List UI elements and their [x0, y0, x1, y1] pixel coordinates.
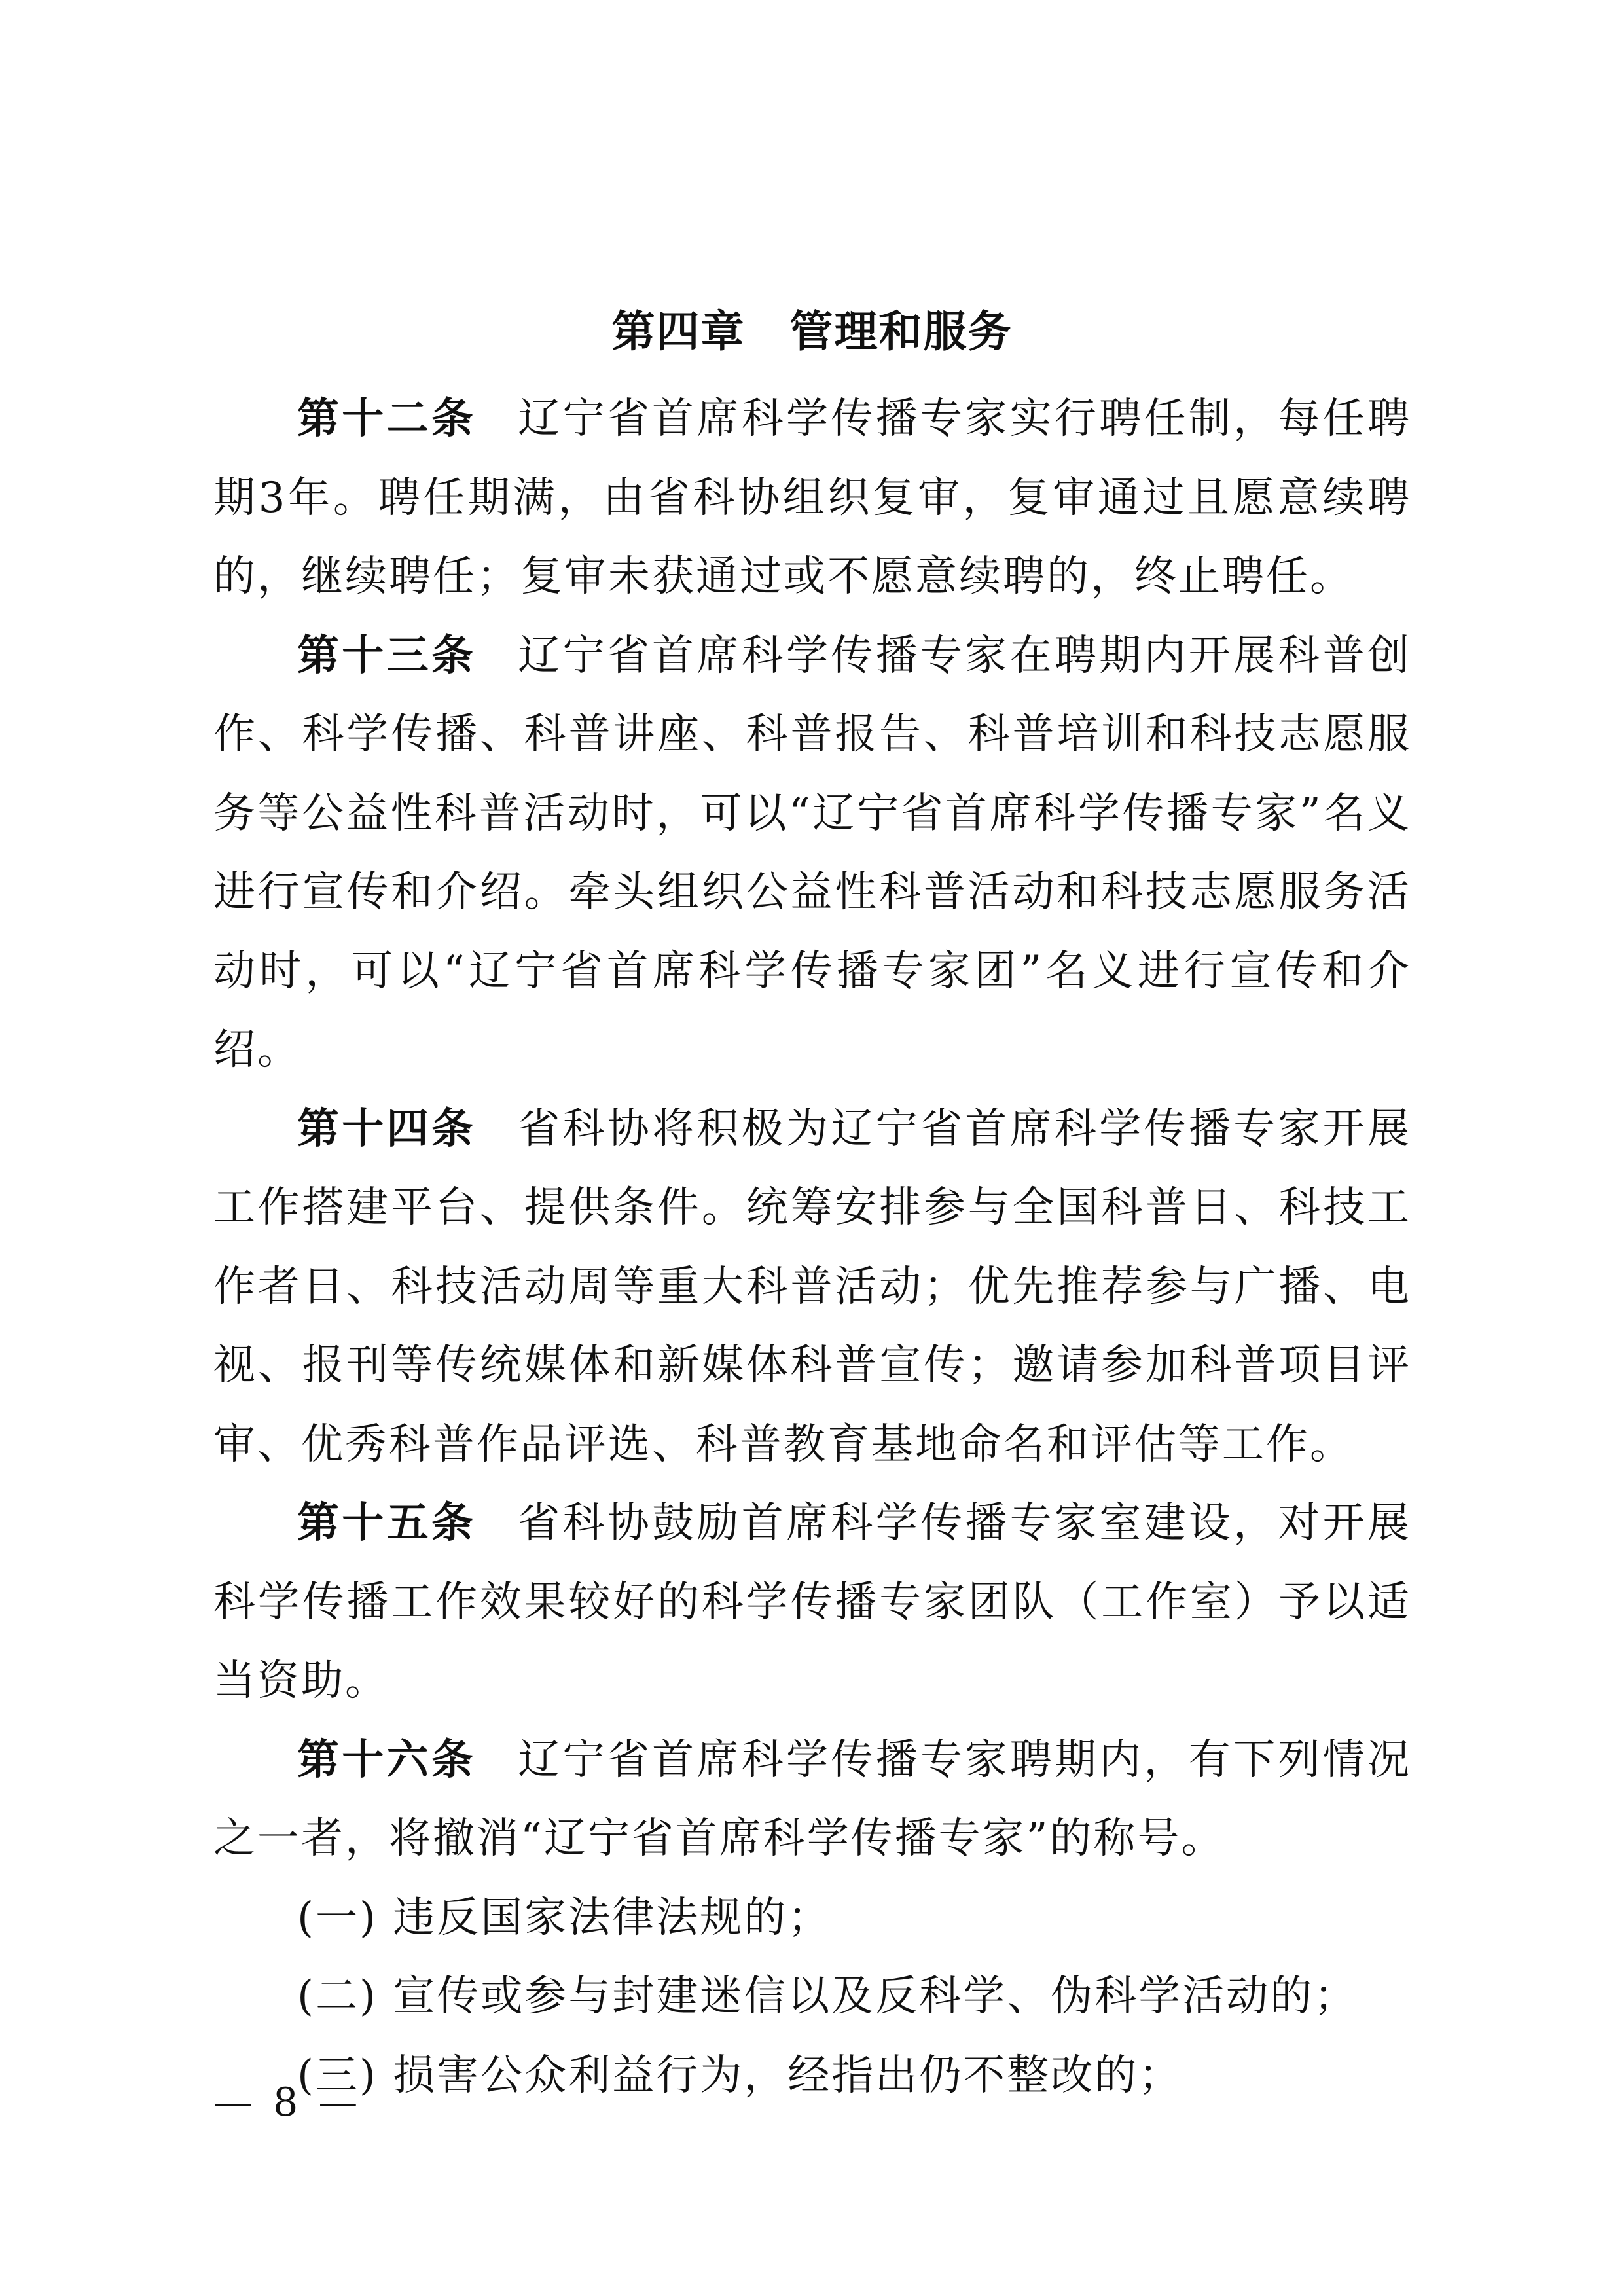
list-item: (一) 违反国家法律法规的； — [297, 1893, 832, 1942]
article-text: 辽宁省首席科学传播专家聘期内，有下列情况之一者，将撤消“辽宁省首席科学传播专家”的称号。 — [213, 1735, 1411, 1863]
article-12 — [213, 380, 1411, 617]
article-text: 辽宁省首席科学传播专家在聘期内开展科普创作、科学传播、科普讲座、科普报告、科普培训和科技志愿服务等公益性科普活动时，可以“辽宁省首席科学传播专家”名义进行宣传和介绍。牵头组织公益性科普活动和科技志愿服务活动时，可以“辽宁省首席科学传播专家团”名义进行宣传和介绍。 — [213, 631, 1411, 1074]
chapter-title: 第四章 管理和服务 — [611, 306, 1013, 357]
list-item: (三) 损害公众利益行为，经指出仍不整改的； — [297, 2051, 1183, 2100]
article-label: 第十五条 — [297, 1499, 477, 1547]
article-label: 第十四条 — [297, 1104, 477, 1153]
article-text: 辽宁省首席科学传播专家实行聘任制，每任聘期3年。聘任期满，由省科协组织复审，复审通过且愿意续聘的，继续聘任；复审未获通过或不愿意续聘的，终止聘任。 — [213, 395, 1411, 601]
article-text: 省科协将积极为辽宁省首席科学传播专家开展工作搭建平台、提供条件。统筹安排参与全国科普日、科技工作者日、科技活动周等重大科普活动；优先推荐参与广播、电视、报刊等传统媒体和新媒体科普宣传；邀请参加科普项目评审、优秀科普作品评选、科普教育基地命名和评估等工作。 — [213, 1104, 1411, 1469]
page-number: — 8 — — [213, 2080, 362, 2125]
article-16 — [213, 1721, 1411, 1879]
document-body — [213, 380, 1411, 2115]
list-item: (二) 宣传或参与封建迷信以及反科学、伪科学活动的； — [297, 1972, 1358, 2021]
article-13 — [213, 617, 1411, 1090]
article-label: 第十二条 — [297, 395, 477, 443]
article-14 — [213, 1090, 1411, 1485]
article-15 — [213, 1484, 1411, 1721]
article-label: 第十三条 — [297, 631, 477, 680]
article-text: 省科协鼓励首席科学传播专家室建设，对开展科学传播工作效果较好的科学传播专家团队（工作室）予以适当资助。 — [213, 1499, 1411, 1705]
article-label: 第十六条 — [297, 1735, 477, 1784]
